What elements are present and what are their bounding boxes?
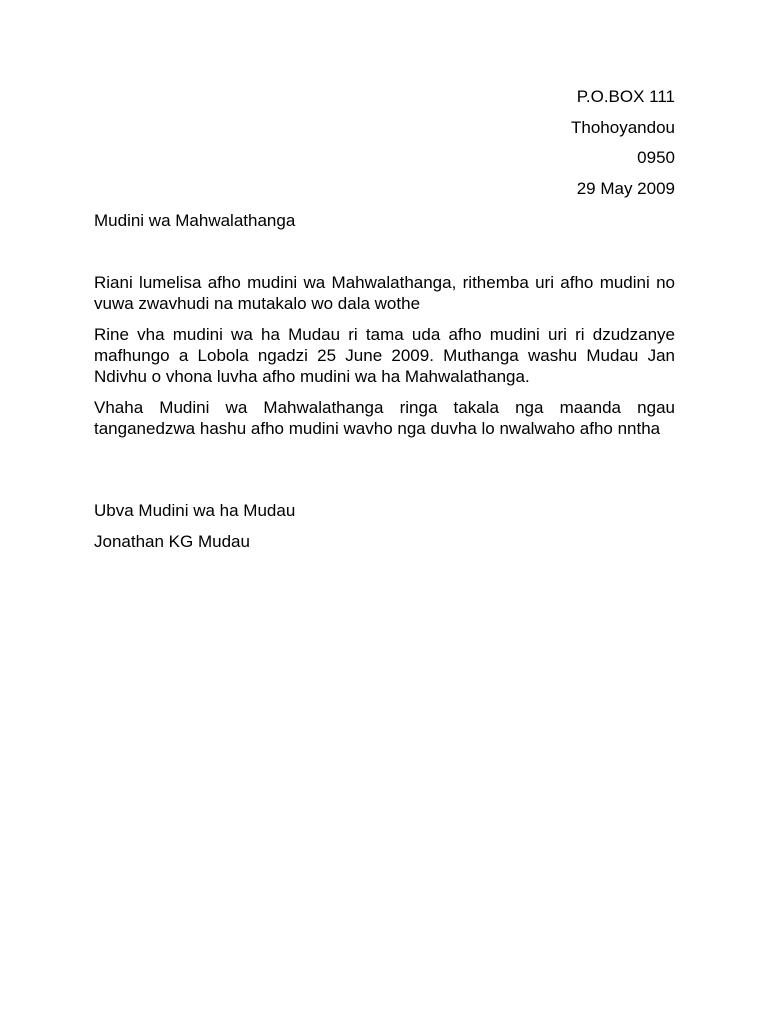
address-po-box: P.O.BOX 111 [576,87,675,106]
paragraph-thanks: Vhaha Mudini wa Mahwalathanga ringa takala nga maanda ngau tanganedzwa hashu afho mudini wavho nga duvha lo nwalwaho afho nntha [94,398,675,438]
paragraph-greeting: Riani lumelisa afho mudini wa Mahwalathanga, rithemba uri afho mudini no vuwa zwavhudi na mutakalo wo dala wothe [94,273,675,313]
letter-body [94,272,675,449]
letter-date: 29 May 2009 [576,178,675,198]
closing-from: Ubva Mudini wa ha Mudau [94,501,296,520]
salutation: Mudini wa Mahwalathanga [94,211,296,230]
address-town: Thohoyandou [571,117,675,137]
paragraph-purpose: Rine vha mudini wa ha Mudau ri tama uda afho mudini uri ri dzudzanye mafhungo a Lobola ngadzi 25 June 2009. Muthanga washu Mudau Jan Ndivhu o vhona luvha afho mudini wa ha Mahwalathanga. [94,325,675,386]
letter-closing [94,500,675,562]
sender-address [94,86,675,208]
signature-name: Jonathan KG Mudau [94,532,250,551]
address-postal-code: 0950 [637,148,675,167]
